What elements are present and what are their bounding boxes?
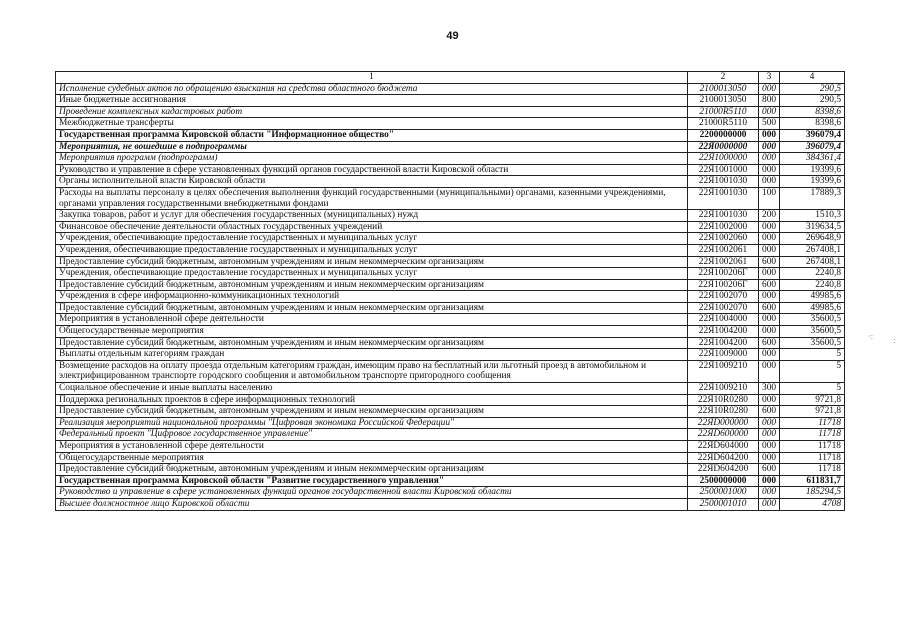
row-vr-cell: 100 <box>759 187 780 209</box>
row-csr-cell: 2100013050 <box>688 95 759 107</box>
row-sum-cell: 19399,6 <box>780 176 845 188</box>
row-vr-cell: 000 <box>759 221 780 233</box>
row-csr-cell: 22Я1002061 <box>688 244 759 256</box>
row-name-cell: Учреждения, обеспечивающие предоставление государственных и муниципальных услуг <box>56 244 688 256</box>
row-csr-cell: 22Я1009210 <box>688 383 759 395</box>
row-sum-cell: 290,5 <box>780 83 845 95</box>
row-sum-cell: 2240,8 <box>780 268 845 280</box>
row-vr-cell: 600 <box>759 302 780 314</box>
row-csr-cell: 22Я1001030 <box>688 176 759 188</box>
row-name-cell: Иные бюджетные ассигнования <box>56 95 688 107</box>
row-vr-cell: 000 <box>759 176 780 188</box>
row-vr-cell: 800 <box>759 95 780 107</box>
row-sum-cell: 19399,6 <box>780 164 845 176</box>
row-name-cell: Государственная программа Кировской области "Информационное общество" <box>56 129 688 141</box>
row-name-cell: Учреждения в сфере информационно-коммуникационных технологий <box>56 291 688 303</box>
row-name-cell: Социальное обеспечение и иные выплаты населению <box>56 383 688 395</box>
row-csr-cell: 22Я1009210 <box>688 360 759 382</box>
row-name-cell: Предоставление субсидий бюджетным, автономным учреждениям и иным некоммерческим организациям <box>56 256 688 268</box>
row-sum-cell: 8398,6 <box>780 106 845 118</box>
row-vr-cell: 000 <box>759 394 780 406</box>
row-sum-cell: 9721,8 <box>780 394 845 406</box>
budget-table <box>55 71 845 511</box>
row-vr-cell: 000 <box>759 417 780 429</box>
row-sum-cell: 396079,4 <box>780 129 845 141</box>
row-csr-cell: 22Я10R0280 <box>688 394 759 406</box>
table-header-row <box>56 72 845 84</box>
row-csr-cell: 2500001000 <box>688 487 759 499</box>
row-csr-cell: 2100013050 <box>688 83 759 95</box>
row-vr-cell: 000 <box>759 233 780 245</box>
row-name-cell: Предоставление субсидий бюджетным, автономным учреждениям и иным некоммерческим организациям <box>56 337 688 349</box>
row-vr-cell: 000 <box>759 268 780 280</box>
row-vr-cell: 000 <box>759 83 780 95</box>
row-name-cell: Мероприятия в установленной сфере деятельности <box>56 441 688 453</box>
row-sum-cell: 11718 <box>780 441 845 453</box>
row-vr-cell: 000 <box>759 441 780 453</box>
row-name-cell: Органы исполнительной власти Кировской области <box>56 176 688 188</box>
table-row <box>56 233 845 245</box>
table-row <box>56 118 845 130</box>
table-row <box>56 487 845 499</box>
row-vr-cell: 600 <box>759 406 780 418</box>
row-csr-cell: 2500001010 <box>688 498 759 510</box>
row-sum-cell: 35600,5 <box>780 314 845 326</box>
scan-speck: : <box>893 336 896 345</box>
row-name-cell: Предоставление субсидий бюджетным, автономным учреждениям и иным некоммерческим организациям <box>56 302 688 314</box>
row-vr-cell: 000 <box>759 314 780 326</box>
row-csr-cell: 22ЯD604200 <box>688 464 759 476</box>
row-csr-cell: 22Я1002070 <box>688 291 759 303</box>
row-sum-cell: 269648,9 <box>780 233 845 245</box>
table-row <box>56 210 845 222</box>
table-row <box>56 464 845 476</box>
row-name-cell: Мероприятия программ (подпрограмм) <box>56 153 688 165</box>
row-csr-cell: 22ЯD604200 <box>688 452 759 464</box>
row-csr-cell: 22Я1009000 <box>688 349 759 361</box>
row-vr-cell: 200 <box>759 210 780 222</box>
row-csr-cell: 22ЯD604000 <box>688 441 759 453</box>
row-sum-cell: 49985,6 <box>780 291 845 303</box>
header-col-name: 1 <box>56 72 688 84</box>
row-sum-cell: 35600,5 <box>780 337 845 349</box>
row-csr-cell: 2500000000 <box>688 475 759 487</box>
row-vr-cell: 300 <box>759 383 780 395</box>
row-csr-cell: 22Я1004200 <box>688 326 759 338</box>
row-csr-cell: 21000R5110 <box>688 106 759 118</box>
row-name-cell: Межбюджетные трансферты <box>56 118 688 130</box>
row-sum-cell: 11718 <box>780 452 845 464</box>
row-sum-cell: 396079,4 <box>780 141 845 153</box>
row-name-cell: Предоставление субсидий бюджетным, автономным учреждениям и иным некоммерческим организациям <box>56 406 688 418</box>
row-vr-cell: 000 <box>759 452 780 464</box>
header-col-sum: 4 <box>780 72 845 84</box>
row-sum-cell: 5 <box>780 349 845 361</box>
row-vr-cell: 000 <box>759 141 780 153</box>
row-csr-cell: 22Я1002061 <box>688 256 759 268</box>
row-sum-cell: 384361,4 <box>780 153 845 165</box>
row-vr-cell: 000 <box>759 475 780 487</box>
row-name-cell: Учреждения, обеспечивающие предоставление государственных и муниципальных услуг <box>56 233 688 245</box>
row-name-cell: Мероприятия в установленной сфере деятельности <box>56 314 688 326</box>
scan-speck: ·: <box>868 332 874 341</box>
row-sum-cell: 267408,1 <box>780 244 845 256</box>
table-row <box>56 475 845 487</box>
row-csr-cell: 22Я1002060 <box>688 233 759 245</box>
table-row <box>56 406 845 418</box>
table-row <box>56 221 845 233</box>
row-sum-cell: 5 <box>780 360 845 382</box>
row-sum-cell: 4708 <box>780 498 845 510</box>
row-csr-cell: 2200000000 <box>688 129 759 141</box>
row-vr-cell: 000 <box>759 498 780 510</box>
row-csr-cell: 22Я1004200 <box>688 337 759 349</box>
row-name-cell: Общегосударственные мероприятия <box>56 452 688 464</box>
row-sum-cell: 1510,3 <box>780 210 845 222</box>
row-name-cell: Мероприятия, не вошедшие в подпрограммы <box>56 141 688 153</box>
row-vr-cell: 000 <box>759 244 780 256</box>
table-row <box>56 337 845 349</box>
row-sum-cell: 8398,6 <box>780 118 845 130</box>
table-row <box>56 268 845 280</box>
row-csr-cell: 22Я1002070 <box>688 302 759 314</box>
row-csr-cell: 22Я10R0280 <box>688 406 759 418</box>
row-name-cell: Руководство и управление в сфере установленных функций органов государственной власти Кировской области <box>56 487 688 499</box>
row-name-cell: Поддержка региональных проектов в сфере информационных технологий <box>56 394 688 406</box>
row-name-cell: Государственная программа Кировской области "Развитие государственного управления" <box>56 475 688 487</box>
header-col-vr: 3 <box>759 72 780 84</box>
table-row <box>56 141 845 153</box>
row-name-cell: Проведение комплексных кадастровых работ <box>56 106 688 118</box>
table-body <box>56 83 845 510</box>
row-name-cell: Федеральный проект "Цифровое государственное управление" <box>56 429 688 441</box>
table-row <box>56 176 845 188</box>
row-vr-cell: 000 <box>759 487 780 499</box>
row-sum-cell: 185294,5 <box>780 487 845 499</box>
row-vr-cell: 000 <box>759 153 780 165</box>
table-row <box>56 244 845 256</box>
row-name-cell: Общегосударственные мероприятия <box>56 326 688 338</box>
row-name-cell: Возмещение расходов на оплату проезда отдельным категориям граждан, имеющим право на бесплатный или льготный проезд в автомобильном и электрифицированном транспорте городского сообщения и автомобильном транспорте пригородного сообщения <box>56 360 688 382</box>
row-vr-cell: 600 <box>759 279 780 291</box>
table-row <box>56 302 845 314</box>
row-sum-cell: 49985,6 <box>780 302 845 314</box>
table-row <box>56 314 845 326</box>
table-row <box>56 153 845 165</box>
row-vr-cell: 500 <box>759 118 780 130</box>
row-csr-cell: 22Я1004000 <box>688 314 759 326</box>
row-csr-cell: 22Я1000000 <box>688 153 759 165</box>
row-csr-cell: 22Я100206Г <box>688 279 759 291</box>
row-vr-cell: 000 <box>759 164 780 176</box>
table-row <box>56 106 845 118</box>
row-name-cell: Учреждения, обеспечивающие предоставление государственных и муниципальных услуг <box>56 268 688 280</box>
row-name-cell: Реализация мероприятий национальной программы "Цифровая экономика Российской Федерации" <box>56 417 688 429</box>
header-col-csr: 2 <box>688 72 759 84</box>
page-number: 49 <box>446 30 459 42</box>
row-name-cell: Исполнение судебных актов по обращению взыскания на средства областного бюджета <box>56 83 688 95</box>
table-row <box>56 452 845 464</box>
row-csr-cell: 22Я1001000 <box>688 164 759 176</box>
table-row <box>56 429 845 441</box>
table-row <box>56 95 845 107</box>
table-row <box>56 164 845 176</box>
row-sum-cell: 290,5 <box>780 95 845 107</box>
row-csr-cell: 22Я0000000 <box>688 141 759 153</box>
row-sum-cell: 9721,8 <box>780 406 845 418</box>
row-vr-cell: 000 <box>759 360 780 382</box>
table-row <box>56 360 845 382</box>
row-sum-cell: 11718 <box>780 417 845 429</box>
row-vr-cell: 600 <box>759 464 780 476</box>
table-row <box>56 441 845 453</box>
table-row <box>56 83 845 95</box>
table-row <box>56 187 845 209</box>
row-sum-cell: 11718 <box>780 464 845 476</box>
table-row <box>56 291 845 303</box>
table-row <box>56 417 845 429</box>
row-vr-cell: 000 <box>759 291 780 303</box>
row-sum-cell: 267408,1 <box>780 256 845 268</box>
row-sum-cell: 17889,3 <box>780 187 845 209</box>
row-name-cell: Расходы на выплаты персоналу в целях обеспечения выполнения функций государственными (муниципальными) органами, казенными учреждениями, органами управления государственными внебюджетными фондами <box>56 187 688 209</box>
row-csr-cell: 22Я100206Г <box>688 268 759 280</box>
row-csr-cell: 22ЯD000000 <box>688 417 759 429</box>
row-csr-cell: 22Я1002000 <box>688 221 759 233</box>
table-row <box>56 498 845 510</box>
table-row <box>56 256 845 268</box>
row-csr-cell: 22ЯD600000 <box>688 429 759 441</box>
row-sum-cell: 35600,5 <box>780 326 845 338</box>
row-vr-cell: 600 <box>759 337 780 349</box>
row-vr-cell: 000 <box>759 429 780 441</box>
row-csr-cell: 22Я1001030 <box>688 187 759 209</box>
row-name-cell: Высшее должностное лицо Кировской области <box>56 498 688 510</box>
row-name-cell: Руководство и управление в сфере установленных функций органов государственной власти Кировской области <box>56 164 688 176</box>
row-name-cell: Выплаты отдельным категориям граждан <box>56 349 688 361</box>
table-row <box>56 394 845 406</box>
row-csr-cell: 21000R5110 <box>688 118 759 130</box>
table-row <box>56 129 845 141</box>
table-row <box>56 349 845 361</box>
row-sum-cell: 319634,5 <box>780 221 845 233</box>
row-vr-cell: 600 <box>759 256 780 268</box>
row-name-cell: Закупка товаров, работ и услуг для обеспечения государственных (муниципальных) нужд <box>56 210 688 222</box>
table-row <box>56 326 845 338</box>
row-sum-cell: 611831,7 <box>780 475 845 487</box>
row-sum-cell: 11718 <box>780 429 845 441</box>
row-vr-cell: 000 <box>759 106 780 118</box>
row-csr-cell: 22Я1001030 <box>688 210 759 222</box>
row-name-cell: Предоставление субсидий бюджетным, автономным учреждениям и иным некоммерческим организациям <box>56 464 688 476</box>
row-vr-cell: 000 <box>759 129 780 141</box>
row-sum-cell: 2240,8 <box>780 279 845 291</box>
table-row <box>56 383 845 395</box>
row-sum-cell: 5 <box>780 383 845 395</box>
table-row <box>56 279 845 291</box>
row-name-cell: Финансовое обеспечение деятельности областных государственных учреждений <box>56 221 688 233</box>
row-name-cell: Предоставление субсидий бюджетным, автономным учреждениям и иным некоммерческим организациям <box>56 279 688 291</box>
row-vr-cell: 000 <box>759 326 780 338</box>
row-vr-cell: 000 <box>759 349 780 361</box>
